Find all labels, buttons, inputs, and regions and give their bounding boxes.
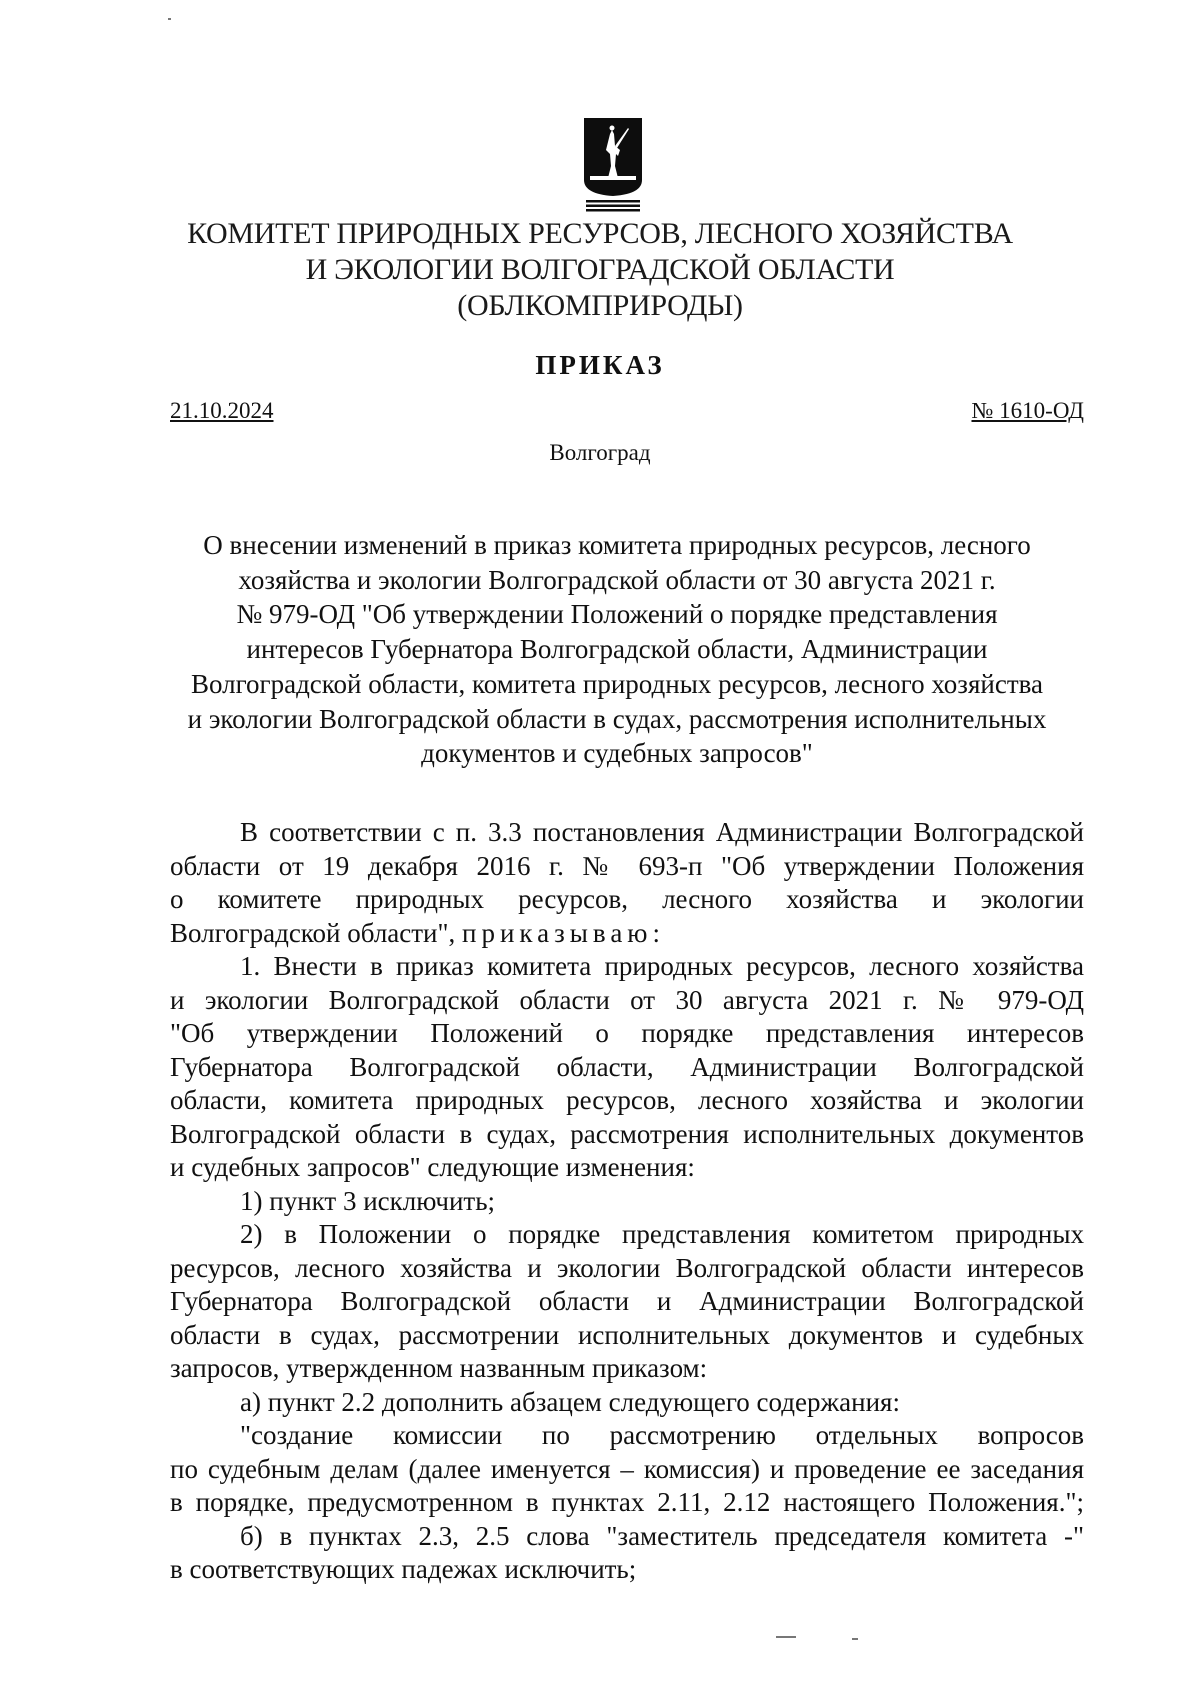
body-line: а) пункт 2.2 дополнить абзацем следующего содержания: <box>240 1386 900 1417</box>
organization-name <box>150 216 1050 324</box>
subject-line: документов и судебных запросов" <box>421 738 813 769</box>
body-line: запросов, утвержденном названным приказом: <box>170 1353 708 1383</box>
order-verb: приказываю: <box>462 917 665 948</box>
body-line: "Об утверждении Положений о порядке представления интересов <box>170 1018 1084 1048</box>
subject-line: О внесении изменений в приказ комитета природных ресурсов, лесного <box>203 530 1031 560</box>
subject-line: интересов Губернатора Волгоградской области, Администрации <box>246 634 988 665</box>
subject-line: и экологии Волгоградской области в судах, рассмотрения исполнительных <box>187 703 1047 734</box>
document-date: 21.10.2024 <box>170 398 274 423</box>
scan-speck <box>852 1638 858 1640</box>
body-line: б) в пунктах 2.3, 2.5 слова "заместитель председателя комитета -" <box>240 1520 1084 1551</box>
document-number: № 1610-ОД <box>971 398 1084 423</box>
document-city: Волгоград <box>549 440 651 465</box>
org-name-line-1: КОМИТЕТ ПРИРОДНЫХ РЕСУРСОВ, ЛЕСНОГО ХОЗЯЙСТВА <box>187 217 1013 250</box>
org-name-line-3: (ОБЛКОМПРИРОДЫ) <box>457 289 743 322</box>
body-line <box>170 917 1084 951</box>
scan-speck <box>168 18 171 20</box>
volgograd-coat-of-arms-emblem <box>582 116 644 212</box>
body-line: ресурсов, лесного хозяйства и экологии Волгоградской области интересов <box>170 1252 1084 1283</box>
subject-line: № 979-ОД "Об утверждении Положений о порядке представления <box>236 599 998 630</box>
body-line: области, комитета природных ресурсов, лесного хозяйства и экологии <box>170 1085 1084 1115</box>
body-line-start: Волгоградской области", <box>170 917 456 948</box>
document-type-title: ПРИКАЗ <box>535 350 665 380</box>
body-line: В соответствии с п. 3.3 постановления Администрации Волгоградской <box>240 817 1084 847</box>
body-line: в порядке, предусмотренном в пунктах 2.11, 2.12 настоящего Положения."; <box>170 1487 1084 1517</box>
org-name-line-2: И ЭКОЛОГИИ ВОЛГОГРАДСКОЙ ОБЛАСТИ <box>305 253 895 286</box>
body-line: 1. Внести в приказ комитета природных ресурсов, лесного хозяйства <box>240 951 1084 981</box>
body-line: "создание комиссии по рассмотрению отдельных вопросов <box>240 1420 1084 1450</box>
body-line: в соответствующих падежах исключить; <box>170 1554 637 1584</box>
body-line: о комитете природных ресурсов, лесного хозяйства и экологии <box>170 884 1084 914</box>
body-line: по судебным делам (далее именуется – комиссия) и проведение ее заседания <box>170 1453 1084 1484</box>
body-line: Губернатора Волгоградской области, Администрации Волгоградской <box>170 1051 1084 1082</box>
subject-line: хозяйства и экологии Волгоградской области от 30 августа 2021 г. <box>238 564 996 595</box>
scan-speck <box>776 1636 796 1638</box>
body-line: Волгоградской области в судах, рассмотрения исполнительных документов <box>170 1118 1084 1149</box>
body-line: 2) в Положении о порядке представления комитетом природных <box>240 1219 1084 1249</box>
body-line: области в судах, рассмотрении исполнительных документов и судебных <box>170 1319 1084 1350</box>
body-line: и экологии Волгоградской области от 30 августа 2021 г. № 979-ОД <box>170 984 1084 1015</box>
order-subject <box>150 528 1084 771</box>
body-line: Губернатора Волгоградской области и Администрации Волгоградской <box>170 1286 1084 1316</box>
body-line: области от 19 декабря 2016 г. № 693-п "Об утверждении Положения <box>170 850 1084 881</box>
order-body <box>170 816 1084 1587</box>
body-line: и судебных запросов" следующие изменения: <box>170 1152 695 1182</box>
body-line: 1) пункт 3 исключить; <box>240 1185 496 1216</box>
subject-line: Волгоградской области, комитета природных ресурсов, лесного хозяйства <box>190 668 1044 699</box>
